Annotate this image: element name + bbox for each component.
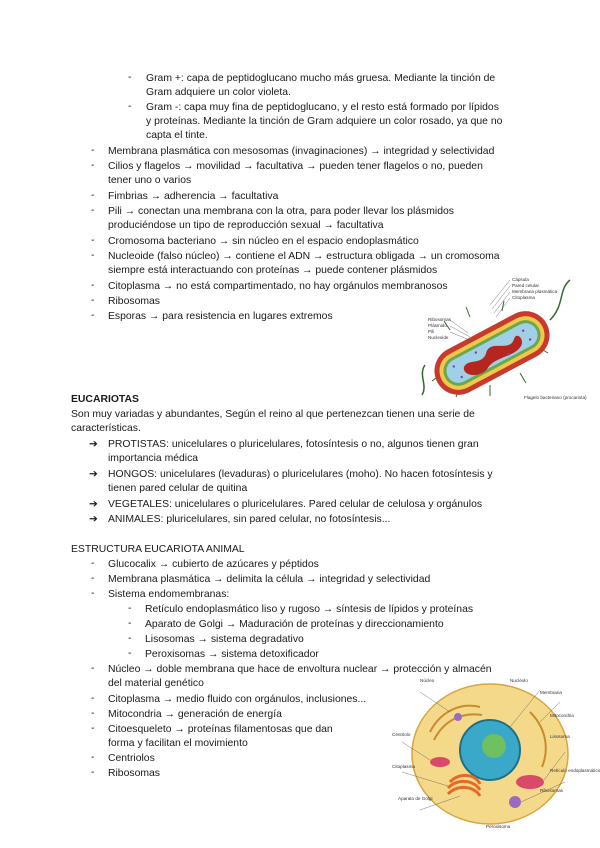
gram-negative-line-1: Gram -: capa muy fina de peptidoglucano, y el resto está formado por lípidos: [146, 102, 499, 113]
label-flagelo: Flagelo bacteriano (procariota): [524, 395, 587, 400]
label-pili: Pili: [428, 329, 435, 334]
bullet-dash: -: [91, 250, 95, 261]
bullet-dash: -: [91, 708, 95, 719]
bullet-dash: -: [91, 310, 95, 321]
lysosome: [509, 796, 521, 808]
arrow-bullet: ➔: [89, 439, 98, 450]
bullet-dash: -: [91, 190, 95, 201]
animal-cell-diagram: [390, 672, 600, 834]
nucleolus: [482, 734, 506, 758]
item-mitocondria: Mitocondria → generación de energía: [108, 709, 282, 720]
bullet-dash: -: [91, 723, 95, 734]
gram-positive-line-2: Gram adquiere un color violeta.: [146, 87, 291, 98]
label-pared: Pared celular: [512, 283, 540, 288]
item-glucocalix: Glucocalix → cubierto de azúcares y péptidos: [108, 559, 319, 570]
item-pili-line-1: Pili → conectan una membrana con la otra, para poder llevar los plásmidos: [108, 206, 454, 217]
kingdom-protistas-line-2: importancia médica: [108, 453, 199, 464]
bullet-dash: -: [91, 145, 95, 156]
item-esporas: Esporas → para resistencia en lugares extremos: [108, 311, 333, 322]
item-centriolos: Centriolos: [108, 753, 155, 764]
label-capsula: Cápsula: [512, 277, 529, 282]
label-nucleolo: Nucléolo: [510, 678, 528, 683]
mitochondrion: [430, 757, 450, 767]
item-cromosoma: Cromosoma bacteriano → sin núcleo en el espacio endoplasmático: [108, 236, 419, 247]
bullet-dash: -: [128, 101, 132, 112]
item-citoplasma: Citoplasma → no está compartimentado, no hay orgánulos membranosos: [108, 281, 448, 292]
item-membrana-animal: Membrana plasmática → delimita la célula → integridad y selectividad: [108, 574, 431, 585]
label-membrana-cell: Membrana: [540, 690, 562, 695]
item-nucleo-line-2: del material genético: [108, 678, 204, 689]
label-lisosoma: Lisosoma: [550, 734, 570, 739]
item-nucleoide-line-2: siempre está interactuando con proteínas → puede contener plásmidos: [108, 265, 438, 276]
item-ribosomas: Ribosomas: [108, 296, 160, 307]
sub-lisosomas: Lisosomas → sistema degradativo: [145, 634, 304, 645]
label-ribosomas-cell: Ribosomas: [540, 788, 563, 793]
item-endomembranas: Sistema endomembranas:: [108, 589, 230, 600]
eucariotas-intro-line-2: características.: [71, 423, 141, 434]
bullet-dash: -: [91, 588, 95, 599]
item-cilios-line-1: Cilios y flagelos → movilidad → facultativa → pueden tener flagelos o no, pueden: [108, 161, 483, 172]
sub-peroxisomas: Peroxisomas → sistema detoxificador: [145, 649, 319, 660]
gram-negative-line-3: capta el tinte.: [146, 130, 208, 141]
label-ribosomas: Ribosomas: [428, 317, 451, 322]
kingdom-hongos-line-2: tienen pared celular de quitina: [108, 483, 248, 494]
flagellum-left: [422, 365, 425, 395]
bullet-dash: -: [91, 767, 95, 778]
label-citoplasma-cell: Citoplasma: [392, 764, 415, 769]
arrow-bullet: ➔: [89, 514, 98, 525]
bullet-dash: -: [91, 205, 95, 216]
item-ribosomas-animal: Ribosomas: [108, 768, 160, 779]
arrow-bullet: ➔: [89, 469, 98, 480]
bacteria-diagram: [420, 275, 587, 410]
bullet-dash: -: [128, 72, 132, 83]
label-reticulo: Retículo endoplasmático: [550, 768, 600, 773]
arrow-bullet: ➔: [89, 499, 98, 510]
item-pili-line-2: produciéndose un tipo de reproducción sexual → facultativa: [108, 220, 384, 231]
kingdom-protistas-line-1: PROTISTAS: unicelulares o pluricelulares, fotosíntesis o no, algunos tienen gran: [108, 439, 479, 450]
bullet-dash: -: [91, 235, 95, 246]
sub-reticulo: Retículo endoplasmático liso y rugoso → síntesis de lípidos y proteínas: [145, 604, 474, 615]
mitochondrion: [516, 775, 544, 789]
bullet-dash: -: [128, 618, 132, 629]
bullet-dash: -: [128, 633, 132, 644]
kingdom-vegetales: VEGETALES: unicelulares o pluricelulares. Pared celular de celulosa y orgánulos: [108, 499, 483, 510]
gram-negative-line-2: y proteínas. Mediante la tinción de Gram adquiere un color rosado, ya que no: [146, 116, 503, 127]
sub-golgi: Aparato de Golgi → Maduración de proteínas y direccionamiento: [145, 619, 444, 630]
label-centriolo: Centriolo: [392, 732, 411, 737]
bullet-dash: -: [91, 663, 95, 674]
item-citoesqueleto-line-1: Citoesqueleto → proteínas filamentosas que dan: [108, 724, 333, 735]
item-nucleo-line-1: Núcleo → doble membrana que hace de envoltura nuclear → protección y almacén: [108, 664, 492, 675]
gram-positive-line-1: Gram +: capa de peptidoglucano mucho más gruesa. Mediante la tinción de: [146, 73, 496, 84]
label-peroxisoma: Peroxisoma: [486, 824, 511, 829]
label-citoplasma: Citoplasma: [512, 295, 535, 300]
eucariotas-heading: EUCARIOTAS: [71, 394, 139, 405]
bullet-dash: -: [91, 752, 95, 763]
bullet-dash: -: [128, 648, 132, 659]
item-nucleoide-line-1: Nucleoide (falso núcleo) → contiene el ADN → estructura obligada → un cromosoma: [108, 251, 500, 262]
bullet-dash: -: [91, 280, 95, 291]
flagellum-right: [550, 280, 570, 320]
bullet-dash: -: [91, 160, 95, 171]
bullet-dash: -: [91, 693, 95, 704]
item-cilios-line-2: tener uno o varios: [108, 175, 192, 186]
label-plasmido: Plásmido: [428, 323, 447, 328]
bullet-dash: -: [91, 573, 95, 584]
label-mitocondria: Mitocondria: [550, 713, 574, 718]
kingdom-hongos-line-1: HONGOS: unicelulares (levaduras) o pluricelulares (moho). No hacen fotosíntesis y: [108, 469, 493, 480]
eucariotas-intro-line-1: Son muy variadas y abundantes, Según el reino al que pertenezcan tienen una serie de: [71, 409, 475, 420]
item-membrana: Membrana plasmática con mesosomas (invaginaciones) → integridad y selectividad: [108, 146, 495, 157]
peroxisome: [454, 713, 462, 721]
item-citoplasma-animal: Citoplasma → medio fluido con orgánulos, inclusiones...: [108, 694, 367, 705]
label-membrana: Membrana plasmática: [512, 289, 558, 294]
kingdom-animales: ANIMALES: pluricelulares, sin pared celular, no fotosíntesis...: [108, 514, 391, 525]
label-nucleoide: Nucleoide: [428, 335, 449, 340]
bullet-dash: -: [91, 558, 95, 569]
bullet-dash: -: [128, 603, 132, 614]
label-golgi: Aparato de Golgi: [398, 796, 433, 801]
item-fimbrias: Fimbrias → adherencia → facultativa: [108, 191, 279, 202]
bullet-dash: -: [91, 295, 95, 306]
label-nucleo: Núcleo: [420, 678, 435, 683]
animal-heading: ESTRUCTURA EUCARIOTA ANIMAL: [71, 544, 245, 555]
item-citoesqueleto-line-2: forma y facilitan el movimiento: [108, 738, 248, 749]
